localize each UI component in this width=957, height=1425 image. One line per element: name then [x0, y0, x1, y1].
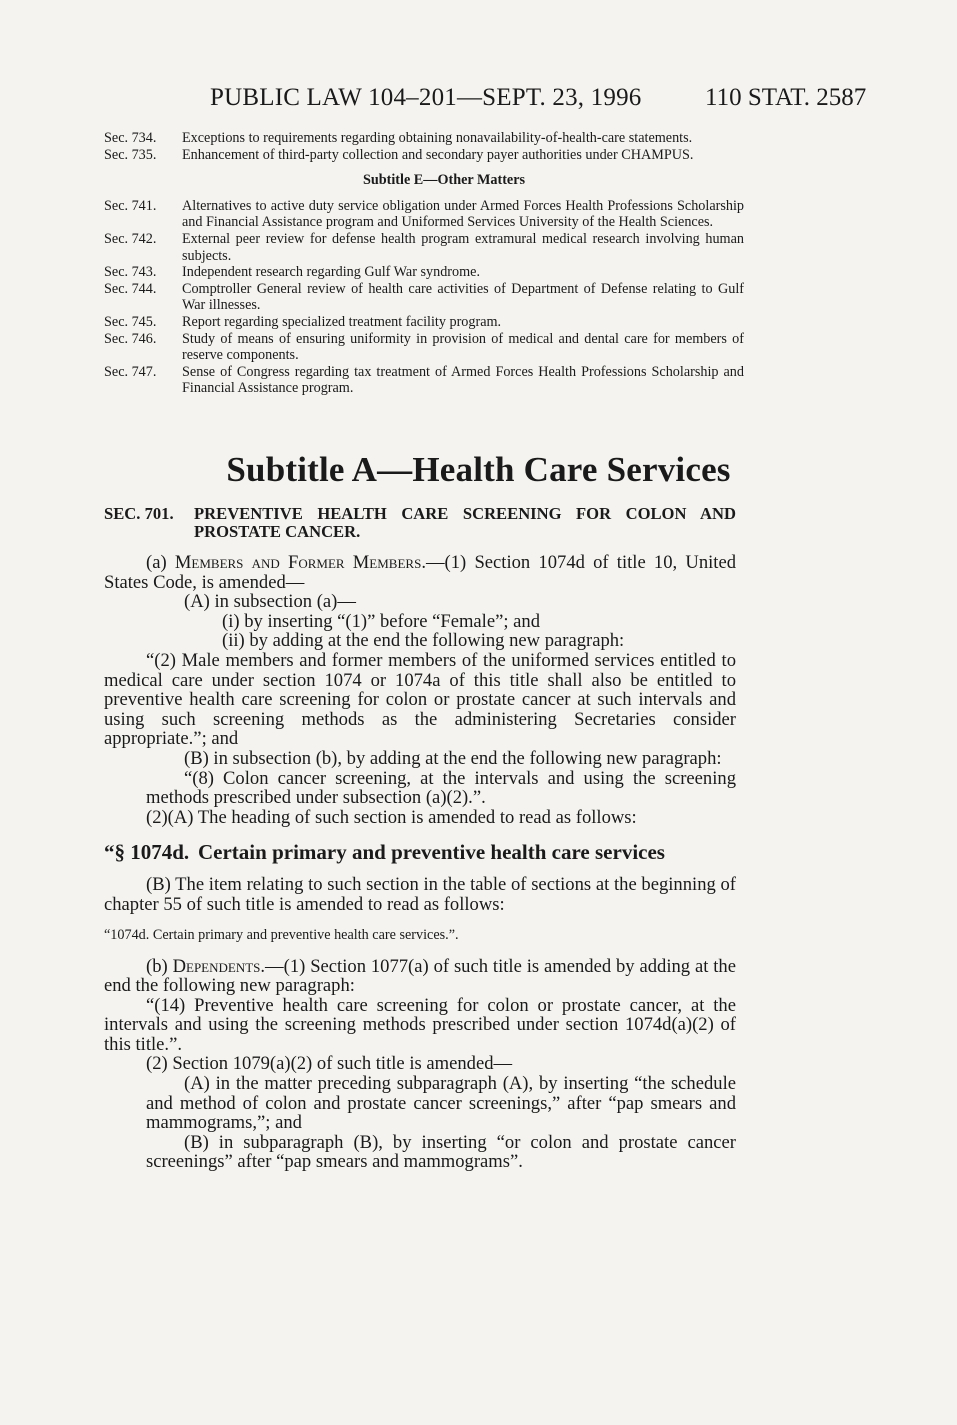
subsection-a-text: .—(1) Section 1074d of title 10, United States Code, is amended—	[104, 552, 736, 593]
paragraph-2A: (2)(A) The heading of such section is amended to read as follows:	[146, 806, 637, 828]
table-of-contents	[104, 130, 744, 397]
new-section-number: “§ 1074d.	[104, 840, 190, 865]
subsection-a-heading: Members and Former Members	[174, 552, 422, 573]
toc-item-title: Independent research regarding Gulf War syndrome.	[182, 264, 480, 281]
subtitle-heading: Subtitle A—Health Care Services	[226, 450, 731, 489]
subsection-b-heading: Dependents	[172, 955, 261, 977]
subsection-b	[104, 957, 736, 996]
paragraph-a-A: (A) in subsection (a)—	[184, 591, 356, 613]
toc-item-title: Sense of Congress regarding tax treatment of Armed Forces Health Professions Scholarship and Financial Assistance program.	[182, 363, 744, 397]
new-section-heading	[104, 841, 736, 863]
toc-item-title: Report regarding specialized treatment facility program.	[182, 313, 502, 330]
toc-item-number: Sec. 743.	[104, 264, 157, 281]
toc-item-number: Sec. 744.	[104, 280, 157, 297]
toc-item-title: Study of means of ensuring uniformity in provision of medical and dental care for members of reserve components.	[182, 330, 744, 364]
clause-a-A-ii: (ii) by adding at the end the following new paragraph:	[222, 630, 625, 652]
toc-item-number: Sec. 735.	[104, 146, 157, 163]
section-number: SEC. 701.	[104, 504, 174, 523]
toc-item	[104, 231, 744, 264]
paragraph-b-2-B: (B) in subparagraph (B), by inserting “or colon and prostate cancer screenings” after “pap smears and mammograms”.	[146, 1131, 736, 1173]
quoted-paragraph-2: “(2) Male members and former members of the uniformed services entitled to medical care under section 1074 or 1074a of this title shall also be entitled to preventive health care screening for colon or prostate cancer at such intervals and using such screening methods as the administering Secretaries consider appropriate.”; and	[104, 649, 736, 750]
toc-item	[104, 281, 744, 314]
section-title: PREVENTIVE HEALTH CARE SCREENING FOR COLON AND PROSTATE CANCER.	[194, 504, 736, 541]
subsection-a-label: (a)	[146, 552, 167, 573]
toc-item	[104, 147, 744, 164]
toc-item-title: External peer review for defense health program extramural medical research involving human subjects.	[182, 230, 744, 264]
public-law-citation: PUBLIC LAW 104–201—SEPT. 23, 1996	[210, 84, 642, 111]
toc-item	[104, 264, 744, 281]
toc-item	[104, 198, 744, 231]
paragraph-a-B: (B) in subsection (b), by adding at the end the following new paragraph:	[184, 747, 722, 769]
subsection-a	[104, 553, 736, 592]
toc-item-number: Sec. 741.	[104, 197, 157, 214]
toc-item-title: Comptroller General review of health care activities of Department of Defense relating to Gulf War illnesses.	[182, 280, 744, 314]
toc-item	[104, 331, 744, 364]
page-header	[0, 84, 957, 114]
toc-item	[104, 130, 744, 147]
paragraph-b-2-A: (A) in the matter preceding subparagraph (A), by inserting “the schedule and method of colon and prostate cancer screenings,” after “pap smears and mammograms,”; and	[146, 1073, 736, 1134]
toc-item	[104, 314, 744, 331]
subsection-b-text: .—(1) Section 1077(a) of such title is amended by adding at the end the following new paragraph:	[104, 955, 736, 997]
toc-item-number: Sec. 742.	[104, 230, 157, 247]
paragraph-2B: (B) The item relating to such section in the table of sections at the beginning of chapter 55 of such title is amended to read as follows:	[104, 874, 736, 915]
paragraph-b-2: (2) Section 1079(a)(2) of such title is amended—	[146, 1053, 513, 1075]
statute-page-number: 110 STAT. 2587	[705, 84, 867, 111]
toc-item-number: Sec. 746.	[104, 330, 157, 347]
toc-item-title: Exceptions to requirements regarding obtaining nonavailability-of-health-care statements.	[182, 130, 693, 146]
section-body	[104, 505, 736, 1172]
quoted-paragraph-8: “(8) Colon cancer screening, at the intervals and using the screening methods prescribed under subsection (a)(2).”.	[146, 767, 736, 809]
quoted-paragraph-14: “(14) Preventive health care screening for colon or prostate cancer, at the intervals and using the screening methods prescribed under section 1074d(a)(2) of this title.”.	[104, 994, 736, 1055]
toc-item-title: Enhancement of third-party collection and secondary payer authorities under CHAMPUS.	[182, 146, 694, 163]
toc-item	[104, 364, 744, 397]
toc-item-title: Alternatives to active duty service obligation under Armed Forces Health Professions Scholarship and Financial Assistance program and Uniformed Services University of the Health Sciences.	[182, 197, 744, 231]
new-section-title: Certain primary and preventive health care services	[198, 840, 665, 865]
clause-a-A-i: (i) by inserting “(1)” before “Female”; and	[222, 610, 541, 632]
toc-item-number: Sec. 747.	[104, 363, 157, 380]
table-of-sections-item: “1074d. Certain primary and preventive health care services.”.	[104, 926, 459, 943]
toc-item-number: Sec. 745.	[104, 313, 157, 330]
toc-subtitle-heading: Subtitle E—Other Matters	[362, 172, 526, 189]
section-heading	[104, 505, 736, 541]
toc-item-number: Sec. 734.	[104, 130, 157, 146]
subsection-b-label: (b)	[146, 955, 168, 977]
